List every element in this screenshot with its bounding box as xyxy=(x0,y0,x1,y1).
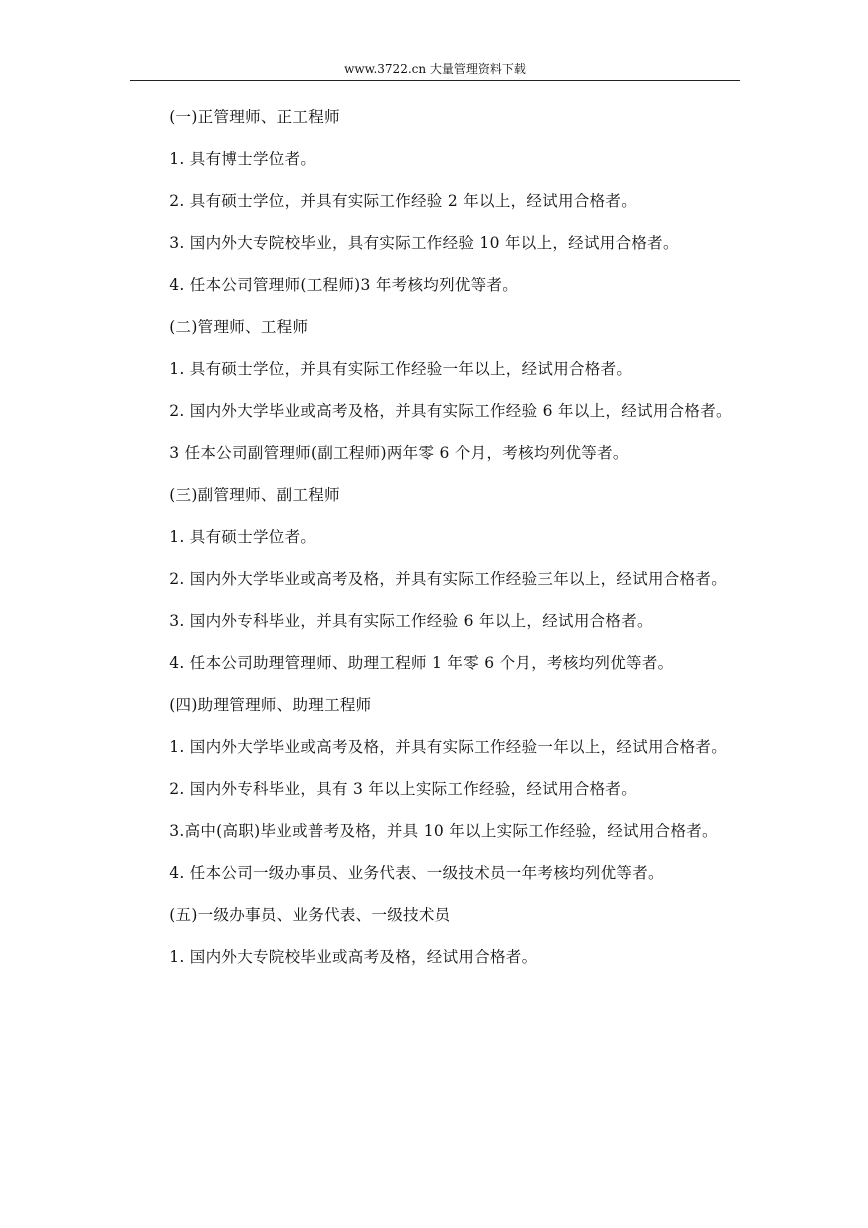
list-item: 1. 国内外大专院校毕业或高考及格，经试用合格者。 xyxy=(169,948,538,966)
page-header: www.3722.cn 大量管理资料下载 xyxy=(344,62,526,76)
list-item: 4. 任本公司一级办事员、业务代表、一级技术员一年考核均列优等者。 xyxy=(169,864,664,882)
list-item: 4. 任本公司助理管理师、助理工程师 1 年零 6 个月，考核均列优等者。 xyxy=(169,654,674,672)
section-heading-3: (三)副管理师、副工程师 xyxy=(169,486,340,504)
section-heading-2: (二)管理师、工程师 xyxy=(169,318,309,336)
header-divider xyxy=(130,80,740,81)
list-item: 1. 国内外大学毕业或高考及格，并具有实际工作经验一年以上，经试用合格者。 xyxy=(169,738,728,756)
section-heading-4: (四)助理管理师、助理工程师 xyxy=(169,696,372,714)
section-heading-5: (五)一级办事员、业务代表、一级技术员 xyxy=(169,906,451,924)
list-item: 3. 国内外专科毕业，并具有实际工作经验 6 年以上，经试用合格者。 xyxy=(169,612,653,630)
document-body xyxy=(132,102,740,968)
section-heading-1: (一)正管理师、正工程师 xyxy=(169,108,340,126)
list-item: 2. 国内外专科毕业，具有 3 年以上实际工作经验，经试用合格者。 xyxy=(169,780,638,798)
list-item: 1. 具有硕士学位，并具有实际工作经验一年以上，经试用合格者。 xyxy=(169,360,633,378)
list-item: 3.高中(高职)毕业或普考及格，并具 10 年以上实际工作经验，经试用合格者。 xyxy=(169,822,718,840)
list-item: 3 任本公司副管理师(副工程师)两年零 6 个月，考核均列优等者。 xyxy=(169,444,629,462)
list-item: 3. 国内外大专院校毕业，具有实际工作经验 10 年以上，经试用合格者。 xyxy=(169,234,679,252)
list-item: 2. 具有硕士学位，并具有实际工作经验 2 年以上，经试用合格者。 xyxy=(169,192,638,210)
list-item: 2. 国内外大学毕业或高考及格，并具有实际工作经验 6 年以上，经试用合格者。 xyxy=(169,402,732,420)
list-item: 1. 具有硕士学位者。 xyxy=(169,528,317,546)
list-item: 2. 国内外大学毕业或高考及格，并具有实际工作经验三年以上，经试用合格者。 xyxy=(169,570,728,588)
list-item: 4. 任本公司管理师(工程师)3 年考核均列优等者。 xyxy=(169,276,519,294)
list-item: 1. 具有博士学位者。 xyxy=(169,150,317,168)
